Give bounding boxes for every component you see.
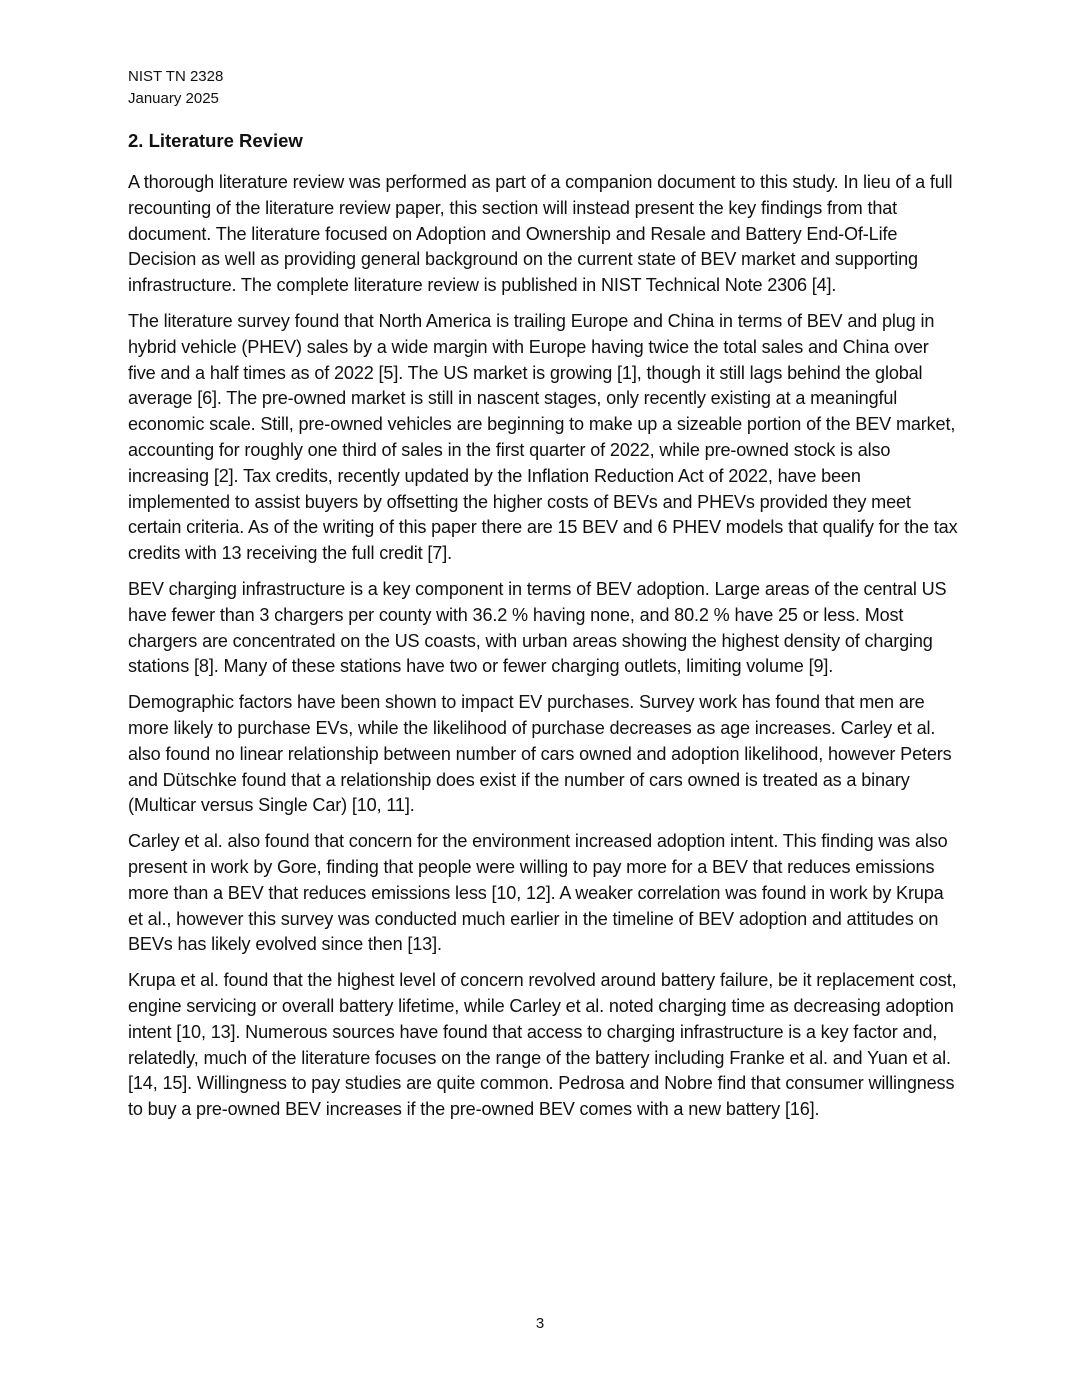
- paragraph-6: Krupa et al. found that the highest level of concern revolved around battery failure, be it replacement cost, engine servicing or overall battery lifetime, while Carley et al. noted charging time as decreasing adoption intent [10, 13]. Numerous sources have found that access to charging infrastructure is a key factor and, relatedly, much of the literature focuses on the range of the battery including Franke et al. and Yuan et al. [14, 15]. Willingness to pay studies are quite common. Pedrosa and Nobre find that consumer willingness to buy a pre-owned BEV increases if the pre-owned BEV comes with a new battery [16].: [128, 970, 957, 1120]
- paragraph-4: Demographic factors have been shown to impact EV purchases. Survey work has found that men are more likely to purchase EVs, while the likelihood of purchase decreases as age increases. Carley et al. also found no linear relationship between number of cars owned and adoption likelihood, however Peters and Dütschke found that a relationship does exist if the number of cars owned is treated as a binary (Multicar versus Single Car) [10, 11].: [128, 692, 952, 816]
- report-date: January 2025: [128, 90, 219, 107]
- paragraph-1: A thorough literature review was performed as part of a companion document to this study. In lieu of a full recounting of the literature review paper, this section will instead present the key findings from that document. The literature focused on Adoption and Ownership and Resale and Battery End-Of-Life Decision as well as providing general background on the current state of BEV market and supporting infrastructure. The complete literature review is published in NIST Technical Note 2306 [4].: [128, 172, 953, 296]
- report-id: NIST TN 2328: [128, 68, 224, 85]
- paragraph-2: The literature survey found that North America is trailing Europe and China in terms of BEV and plug in hybrid vehicle (PHEV) sales by a wide margin with Europe having twice the total sales and China over five and a half times as of 2022 [5]. The US market is growing [1], though it still lags behind the global average [6]. The pre-owned market is still in nascent stages, only recently existing at a meaningful economic scale. Still, pre-owned vehicles are beginning to make up a sizeable portion of the BEV market, accounting for roughly one third of sales in the first quarter of 2022, while pre-owned stock is also increasing [2]. Tax credits, recently updated by the Inflation Reduction Act of 2022, have been implemented to assist buyers by offsetting the higher costs of BEVs and PHEVs provided they meet certain criteria. As of the writing of this paper there are 15 BEV and 6 PHEV models that qualify for the tax credits with 13 receiving the full credit [7].: [128, 310, 958, 564]
- section-title: 2. Literature Review: [128, 130, 303, 151]
- paragraph-5: Carley et al. also found that concern for the environment increased adoption intent. This finding was also present in work by Gore, finding that people were willing to pay more for a BEV that reduces emissions more than a BEV that reduces emissions less [10, 12]. A weaker correlation was found in work by Krupa et al., however this survey was conducted much earlier in the timeline of BEV adoption and attitudes on BEVs has likely evolved since then [13].: [128, 831, 948, 955]
- page-number: 3: [535, 1315, 545, 1332]
- section-body: [128, 170, 958, 1133]
- paragraph-3: BEV charging infrastructure is a key component in terms of BEV adoption. Large areas of the central US have fewer than 3 chargers per county with 36.2 % having none, and 80.2 % have 25 or less. Most chargers are concentrated on the US coasts, with urban areas showing the highest density of charging stations [8]. Many of these stations have two or fewer charging outlets, limiting volume [9].: [128, 578, 947, 677]
- page-header: [128, 66, 223, 110]
